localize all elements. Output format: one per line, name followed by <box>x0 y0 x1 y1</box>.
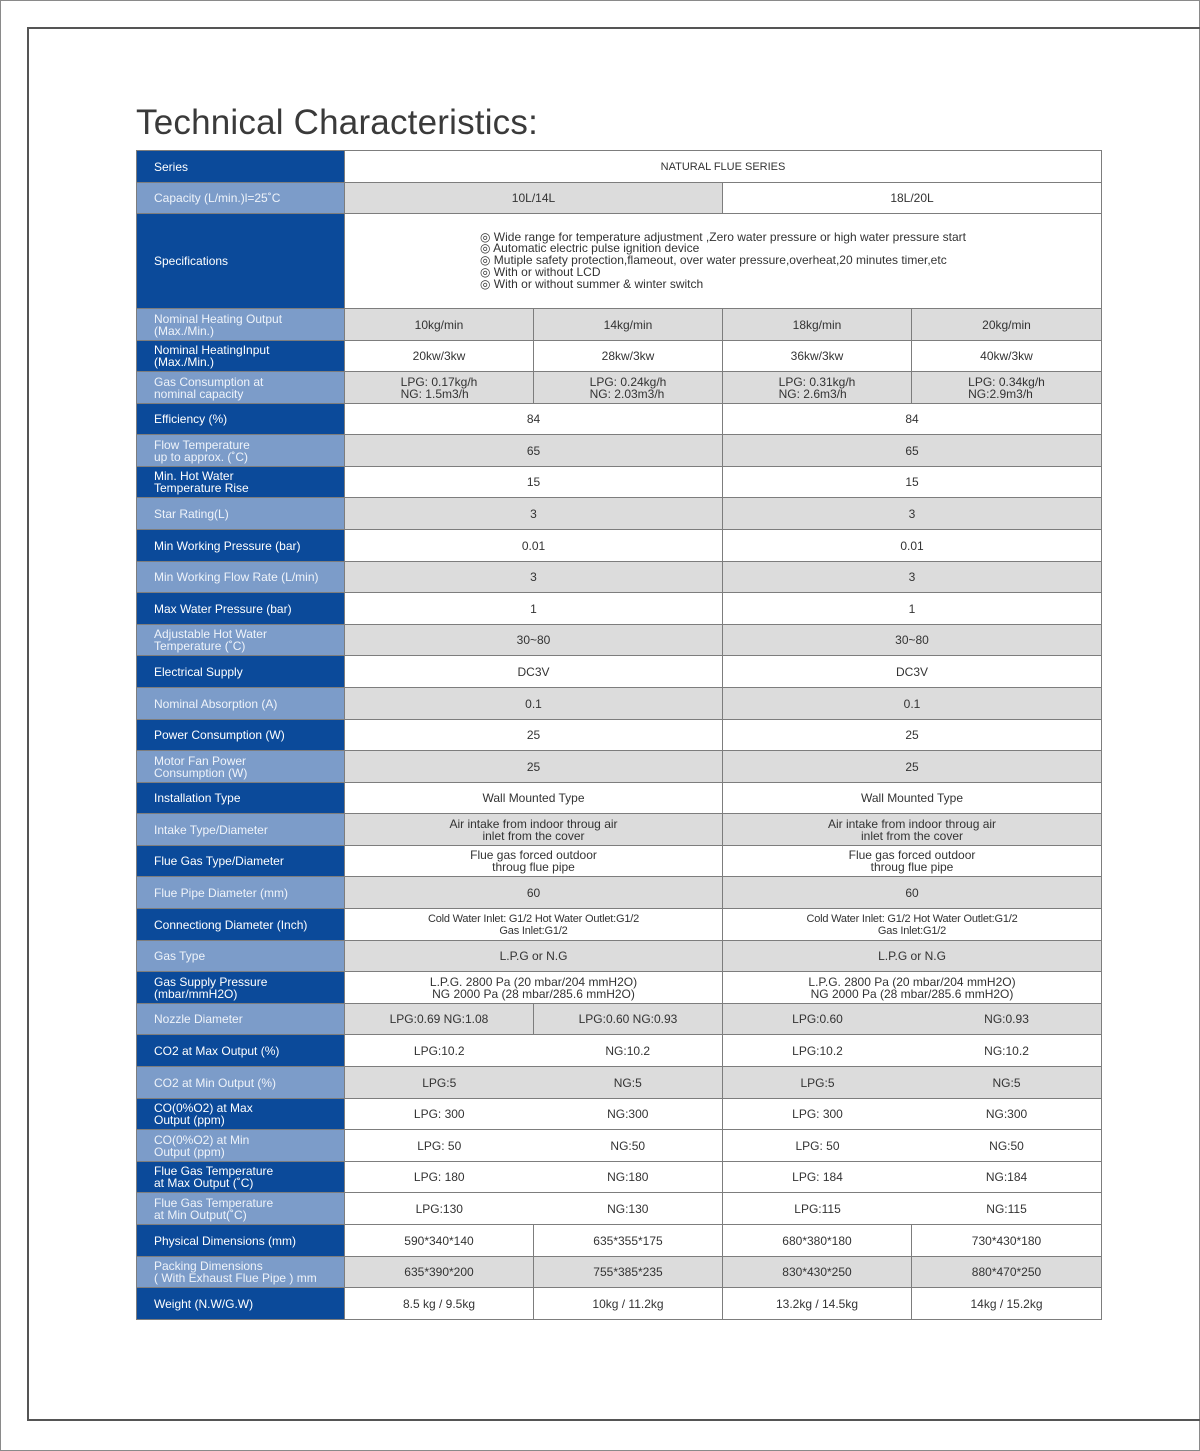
cell-value: 84 <box>723 404 1102 435</box>
cell-value: 40kw/3kw <box>912 341 1102 372</box>
cell-value: Cold Water Inlet: G1/2 Hot Water Outlet:G1/2 Gas Inlet:G1/2 <box>806 912 1018 937</box>
row-label: Nominal Absorption (A) <box>137 688 345 720</box>
table-row <box>137 183 1102 214</box>
row-label: Flue Gas Temperature at Min Output(˚C) <box>154 1195 274 1222</box>
table-row <box>137 467 1102 498</box>
cell-value: LPG:0.60 NG:0.93 <box>534 1004 723 1035</box>
cell-value: 18L/20L <box>723 183 1102 214</box>
cell-value: 10kg / 11.2kg <box>534 1288 723 1320</box>
cell-value: 880*470*250 <box>912 1257 1102 1288</box>
cell-value: 590*340*140 <box>345 1225 534 1257</box>
table-row <box>137 309 1102 341</box>
cell-value: 3 <box>723 562 1102 593</box>
cell-value: 20kg/min <box>912 309 1102 341</box>
table-row <box>137 1193 1102 1225</box>
cell-value: DC3V <box>723 656 1102 688</box>
cell-value: 8.5 kg / 9.5kg <box>345 1288 534 1320</box>
cell-value: 60 <box>723 877 1102 909</box>
cell-value: LPG:10.2 <box>792 1043 843 1058</box>
cell-value: 60 <box>345 877 723 909</box>
table-row <box>137 941 1102 972</box>
table-row <box>137 151 1102 183</box>
cell-value: Air intake from indoor throug air inlet from the cover <box>449 816 618 843</box>
row-label: Flue Gas Type/Diameter <box>137 846 345 877</box>
cell-value: 635*355*175 <box>534 1225 723 1257</box>
specifications-cell <box>345 214 1102 309</box>
row-label: Max Water Pressure (bar) <box>137 593 345 625</box>
page-title: Technical Characteristics: <box>136 103 539 142</box>
table-row <box>137 435 1102 467</box>
row-label: Gas Consumption at nominal capacity <box>154 374 264 401</box>
row-label: Installation Type <box>137 783 345 814</box>
cell-value: 680*380*180 <box>723 1225 912 1257</box>
row-label: Flue Gas Temperature at Max Output (˚C) <box>154 1164 274 1190</box>
cell-value: LPG: 50 <box>417 1138 462 1153</box>
row-label: CO(0%O2) at Max Output (ppm) <box>154 1101 253 1127</box>
table-row <box>137 1162 1102 1193</box>
table-row <box>137 972 1102 1004</box>
row-label: CO(0%O2) at Min Output (ppm) <box>154 1132 250 1159</box>
cell-value: NG:300 <box>985 1107 1028 1121</box>
table-row <box>137 1257 1102 1288</box>
row-label: Flow Temperature up to approx. (˚C) <box>154 437 250 464</box>
table-row <box>137 372 1102 404</box>
cell-value: Air intake from indoor throug air inlet from the cover <box>827 816 997 843</box>
cell-value: NG:5 <box>613 1075 642 1090</box>
cell-value: LPG: 300 <box>413 1107 465 1121</box>
table-row <box>137 720 1102 751</box>
cell-value: 65 <box>345 435 723 467</box>
row-label: Connectiong Diameter (Inch) <box>137 909 345 941</box>
cell-value: 30~80 <box>345 625 723 656</box>
table-row <box>137 341 1102 372</box>
cell-value: 25 <box>345 720 723 751</box>
row-label: CO2 at Min Output (%) <box>137 1067 345 1099</box>
row-label: Electrical Supply <box>137 656 345 688</box>
table-row <box>137 1067 1102 1099</box>
cell-value: 1 <box>345 593 723 625</box>
cell-value: Wall Mounted Type <box>345 783 723 814</box>
row-label: Nozzle Diameter <box>137 1004 345 1035</box>
row-label: Intake Type/Diameter <box>137 814 345 846</box>
cell-value: 1 <box>723 593 1102 625</box>
cell-value: NG:180 <box>607 1170 649 1184</box>
cell-value: LPG: 0.34kg/h NG:2.9m3/h <box>968 374 1045 401</box>
cell-value: LPG:130 <box>415 1201 463 1216</box>
cell-value: 3 <box>345 498 723 530</box>
table-row <box>137 1099 1102 1130</box>
cell-value: NG:50 <box>989 1138 1024 1153</box>
cell-value: 0.01 <box>345 530 723 562</box>
cell-value: LPG:5 <box>422 1075 457 1090</box>
cell-value: 0.1 <box>345 688 723 720</box>
table-row <box>137 1004 1102 1035</box>
table-row <box>137 1130 1102 1162</box>
cell-value: 25 <box>723 720 1102 751</box>
row-label: Physical Dimensions (mm) <box>137 1225 345 1257</box>
row-label: Min. Hot Water Temperature Rise <box>154 469 249 495</box>
table-row <box>137 656 1102 688</box>
cell-value: NG:130 <box>607 1201 649 1216</box>
cell-value: LPG: 0.24kg/h NG: 2.03m3/h <box>589 374 667 401</box>
cell-value: NG:10.2 <box>984 1043 1029 1058</box>
row-label: Min Working Flow Rate (L/min) <box>137 562 345 593</box>
cell-value: 3 <box>345 562 723 593</box>
table-row <box>137 562 1102 593</box>
row-label: Capacity (L/min.)l=25˚C <box>137 183 345 214</box>
cell-value: LPG:0.69 NG:1.08 <box>345 1004 534 1035</box>
cell-value: L.P.G. 2800 Pa (20 mbar/204 mmH2O) NG 2000 Pa (28 mbar/285.6 mmH2O) <box>429 974 638 1001</box>
specifications-list: ◎ Wide range for temperature adjustment ,Zero water pressure or high water pressure start ◎ Automatic electric pulse ignition device ◎ Mutiple safety protection,flameout, over water pressure,overheat,20 minutes timer,etc ◎ With or without LCD ◎ With or without summer & winter switch <box>480 229 967 291</box>
table-row <box>137 846 1102 877</box>
cell-value: 635*390*200 <box>345 1257 534 1288</box>
row-label: Weight (N.W/G.W) <box>137 1288 345 1320</box>
cell-value: LPG:10.2 <box>413 1043 465 1058</box>
table-row <box>137 1035 1102 1067</box>
cell-value: 14kg/min <box>534 309 723 341</box>
cell-value: 755*385*235 <box>534 1257 723 1288</box>
table-row <box>137 814 1102 846</box>
cell-value: 36kw/3kw <box>723 341 912 372</box>
cell-value: 28kw/3kw <box>534 341 723 372</box>
row-label: CO2 at Max Output (%) <box>137 1035 345 1067</box>
cell-value: 30~80 <box>723 625 1102 656</box>
cell-value: NG:115 <box>986 1201 1027 1216</box>
row-label: Gas Supply Pressure (mbar/mmH2O) <box>154 974 268 1001</box>
row-label: Adjustable Hot Water Temperature (˚C) <box>154 627 267 653</box>
row-label: Flue Pipe Diameter (mm) <box>137 877 345 909</box>
cell-value: 25 <box>723 751 1102 783</box>
cell-value: 730*430*180 <box>912 1225 1102 1257</box>
cell-value: LPG: 0.31kg/h NG: 2.6m3/h <box>778 374 856 401</box>
cell-value: LPG: 50 <box>795 1138 840 1153</box>
cell-value: 10kg/min <box>345 309 534 341</box>
cell-value: LPG: 184 <box>792 1170 843 1184</box>
cell-value: LPG: 0.17kg/h NG: 1.5m3/h <box>400 374 478 401</box>
cell-value: 65 <box>723 435 1102 467</box>
table-row <box>137 593 1102 625</box>
row-label: Nominal HeatingInput (Max./Min.) <box>154 343 270 369</box>
cell-value: 830*430*250 <box>723 1257 912 1288</box>
row-label: Power Consumption (W) <box>137 720 345 751</box>
cell-value: 3 <box>723 498 1102 530</box>
table-row <box>137 530 1102 562</box>
cell-value: NG:50 <box>610 1138 646 1153</box>
table-row <box>137 783 1102 814</box>
row-label: Gas Type <box>137 941 345 972</box>
cell-value: 18kg/min <box>723 309 912 341</box>
cell-value: Flue gas forced outdoor throug flue pipe <box>470 848 597 874</box>
cell-value: NG:300 <box>607 1107 649 1121</box>
cell-value: 25 <box>345 751 723 783</box>
cell-value: LPG:0.60 <box>792 1012 843 1026</box>
table-row <box>137 751 1102 783</box>
cell-value: NG:10.2 <box>605 1043 651 1058</box>
cell-value: NATURAL FLUE SERIES <box>345 151 1102 183</box>
cell-value: 15 <box>345 467 723 498</box>
cell-value: LPG:115 <box>794 1201 841 1216</box>
row-label: Specifications <box>137 214 345 309</box>
cell-value: LPG: 300 <box>792 1107 843 1121</box>
row-label: Series <box>137 151 345 183</box>
cell-value: NG:0.93 <box>984 1012 1029 1026</box>
cell-value: NG:184 <box>985 1170 1028 1184</box>
cell-value: Cold Water Inlet: G1/2 Hot Water Outlet:G1/2 Gas Inlet:G1/2 <box>427 912 640 937</box>
cell-value: Flue gas forced outdoor throug flue pipe <box>848 848 976 874</box>
table-row <box>137 625 1102 656</box>
row-label: Star Rating(L) <box>137 498 345 530</box>
row-label: Packing Dimensions ( With Exhaust Flue Pipe ) mm <box>154 1259 317 1285</box>
cell-value: 84 <box>345 404 723 435</box>
cell-value: L.P.G. 2800 Pa (20 mbar/204 mmH2O) NG 2000 Pa (28 mbar/285.6 mmH2O) <box>808 974 1016 1001</box>
table-row <box>137 688 1102 720</box>
table-row <box>137 877 1102 909</box>
technical-characteristics-table <box>136 150 1102 1320</box>
row-label: Efficiency (%) <box>137 404 345 435</box>
cell-value: 0.1 <box>723 688 1102 720</box>
cell-value: LPG:5 <box>800 1075 835 1090</box>
cell-value: Wall Mounted Type <box>723 783 1102 814</box>
cell-value: L.P.G or N.G <box>723 941 1102 972</box>
cell-value: 14kg / 15.2kg <box>912 1288 1102 1320</box>
table-row <box>137 498 1102 530</box>
cell-value: 13.2kg / 14.5kg <box>723 1288 912 1320</box>
cell-value: NG:5 <box>992 1075 1021 1090</box>
table-row <box>137 1288 1102 1320</box>
table-row <box>137 214 1102 309</box>
cell-value: LPG: 180 <box>413 1170 465 1184</box>
cell-value: DC3V <box>345 656 723 688</box>
table-row <box>137 404 1102 435</box>
cell-value: 15 <box>723 467 1102 498</box>
cell-value: 20kw/3kw <box>345 341 534 372</box>
cell-value: L.P.G or N.G <box>345 941 723 972</box>
cell-value: 10L/14L <box>345 183 723 214</box>
table-row <box>137 909 1102 941</box>
row-label: Min Working Pressure (bar) <box>137 530 345 562</box>
row-label: Nominal Heating Output (Max./Min.) <box>154 311 283 338</box>
row-label: Motor Fan Power Consumption (W) <box>154 753 248 780</box>
table-row <box>137 1225 1102 1257</box>
cell-value: 0.01 <box>723 530 1102 562</box>
